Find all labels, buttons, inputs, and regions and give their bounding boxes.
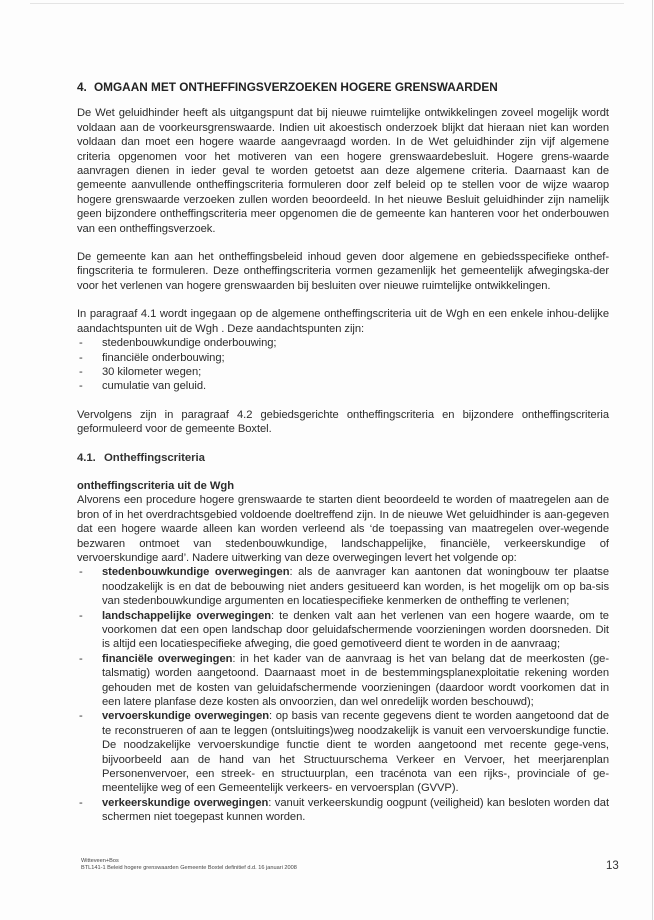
dash-bullet-icon: - — [79, 710, 83, 723]
criterion-text: : als de aanvrager kan aantonen dat woningbouw ter plaatse noodzakelijk is en dat de bebouwing niet anders gesitueerd kan worden, is het mogelijk om op ba-sis van stedenbouwkundige argumenten en locatiespecifieke kenmerken de ontheffing te verlenen; — [102, 566, 609, 608]
list-item: - 30 kilometer wegen; — [79, 365, 202, 378]
page-footer — [81, 858, 297, 872]
dash-bullet-icon: - — [79, 609, 83, 622]
footer-company: Witteveen+Bos — [81, 858, 119, 864]
criterion-term: landschappelijke overwegingen — [102, 609, 272, 622]
criterion-term: vervoerskundige overwegingen — [102, 710, 270, 723]
paragraph-criteria-intro: Alvorens een procedure hogere grenswaarde te starten dient beoordeeld te worden of maatregelen aan de bron of in het overdrachtsgebied voldoende doeltreffend zijn. In de nieuwe Wet geluidhinder is aan-gegeven dat een hogere waarde alleen kan worden verleend als ‘de toepassing van maatregelen over-wegende bezwaren ontmoet van stedenbouwkundige, landschappelijke, financiële, verkeerskundige of vervoerskundige aard’. Nadere uitwerking van deze overwegingen levert het volgende op: — [77, 494, 609, 564]
page-number: 13 — [606, 860, 619, 872]
dash-bullet-icon: - — [79, 337, 83, 350]
dash-bullet-icon: - — [79, 351, 83, 364]
chapter-heading — [77, 80, 609, 94]
list-item — [77, 796, 609, 825]
paragraph-policy: De gemeente kan aan het ontheffingsbeleid inhoud geven door algemene en gebiedsspecifieke onthef-fingscriteria te formuleren. Deze ontheffingscriteria vormen gezamenlijk het gemeentelijk afwegingska-der voor het verlenen van hogere grenswaarden bij besluiten over nieuwe ruimtelijke ontwikkelingen. — [77, 251, 609, 292]
chapter-title: OMGAAN MET ONTHEFFINGSVERZOEKEN HOGERE GRENSWAARDEN — [94, 80, 498, 94]
list-item — [77, 709, 609, 795]
criterion-text: : op basis van recente gegevens dient te worden aangetoond dat de te reconstrueren of aan te leggen (ontsluitings)weg noodzakelijk is vanuit een vervoerskundige functie. De noodzakelijke vervoerskundige functie dient te worden aangetoond met recente gege-vens, bijvoorbeeld aan de hand van het Structuurschema Verkeer en Vervoer, het meerjarenplan Personenvervoer, een streek- en structuurplan, een tracénota van een rijks-, provinciale of ge-meentelijke weg of een Gemeentelijk verkeers- en vervoersplan (GVVP). — [102, 710, 609, 795]
dash-bullet-icon: - — [79, 380, 83, 393]
paragraph-intro: De Wet geluidhinder heeft als uitgangspunt dat bij nieuwe ruimtelijke ontwikkelingen zoveel mogelijk wordt voldaan aan de voorkeursgrenswaarde. Indien uit akoestisch onderzoek blijkt dat hieraan niet kan worden voldaan dan moet een hogere waarde aangevraagd worden. In de Wet geluidhinder zijn vijf algemene criteria opgenomen voor het motiveren van een hogere grenswaardebesluit. Hogere grens-waarde aanvragen dienen in ieder geval te worden getoetst aan deze algemene criteria. Daarnaast kan de gemeente aanvullende ontheffingscriteria formuleren door zelf beleid op te stellen voor de wijze waarop hogere grenswaarde verzoeken zullen worden beoordeeld. In het nieuwe Besluit geluidhinder zijn namelijk geen bijzondere ontheffingscriteria meer opgenomen die de gemeente kan hanteren voor het onderbouwen van een ontheffingsverzoek. — [77, 107, 609, 235]
dash-bullet-icon: - — [79, 796, 83, 809]
list-item: - stedenbouwkundige onderbouwing; — [79, 337, 277, 350]
dash-bullet-icon: - — [79, 566, 83, 579]
criterion-text: : in het kader van de aanvraag is het van belang dat de meerkosten (ge-talsmatig) worden aangetoond. Daarnaast moet in de bestemmingsplanexploitatie rekening worden gehouden met de kosten van geluidafschermende voorzieningen (daardoor wordt voorkomen dat in een latere planfase deze kosten als onvoorzien, dan wel onredelijk worden beschouwd); — [102, 652, 609, 709]
section-number: 4.1. — [77, 451, 96, 464]
list-item — [77, 652, 609, 710]
criterion-term: financiële overwegingen — [102, 652, 233, 665]
section-title: Ontheffingscriteria — [104, 451, 205, 464]
paragraph-section-overview: In paragraaf 4.1 wordt ingegaan op de algemene ontheffingscriteria uit de Wgh en een enkele inhou-delijke aandachtspunten uit de Wgh . Deze aandachtspunten zijn: — [77, 308, 609, 335]
scan-top-edge — [30, 3, 624, 4]
list-item: - cumulatie van geluid. — [79, 380, 207, 393]
paragraph-section-4-2-reference: Vervolgens zijn in paragraaf 4.2 gebiedsgerichte ontheffingscriteria en bijzondere ontheffingscriteria geformuleerd voor de gemeente Boxtel. — [77, 408, 609, 436]
criterion-term: stedenbouwkundige overwegingen — [102, 566, 290, 579]
list-item — [77, 565, 609, 608]
chapter-number: 4. — [77, 80, 87, 94]
section-heading — [77, 451, 609, 465]
dash-bullet-icon: - — [79, 652, 83, 665]
list-item: - financiële onderbouwing; — [79, 351, 225, 364]
scan-right-edge — [652, 0, 653, 920]
list-item — [77, 609, 609, 652]
attention-points-list — [77, 336, 609, 394]
criterion-text: : vanuit verkeerskundig oogpunt (veiligheid) kan besloten worden dat schermen niet toegepast kunnen worden. — [102, 796, 609, 824]
page-content — [77, 80, 609, 825]
criteria-list — [77, 565, 609, 824]
criterion-term: verkeerskundige overwegingen — [102, 796, 269, 809]
footer-document-reference: BTL141-1 Beleid hogere grenswaarden Gemeente Boxtel definitief d.d. 16 januari 2008 — [81, 865, 297, 871]
dash-bullet-icon: - — [79, 365, 83, 378]
subheading: ontheffingscriteria uit de Wgh — [77, 479, 234, 492]
criterion-text: : te denken valt aan het verlenen van een hogere waarde, om te voorkomen dat een open landschap door geluidafschermende voorzieningen worden doorsneden. Dit is altijd een locatiespecifieke afweging, die goed gemotiveerd dient te worden in de aanvraag; — [102, 609, 609, 651]
